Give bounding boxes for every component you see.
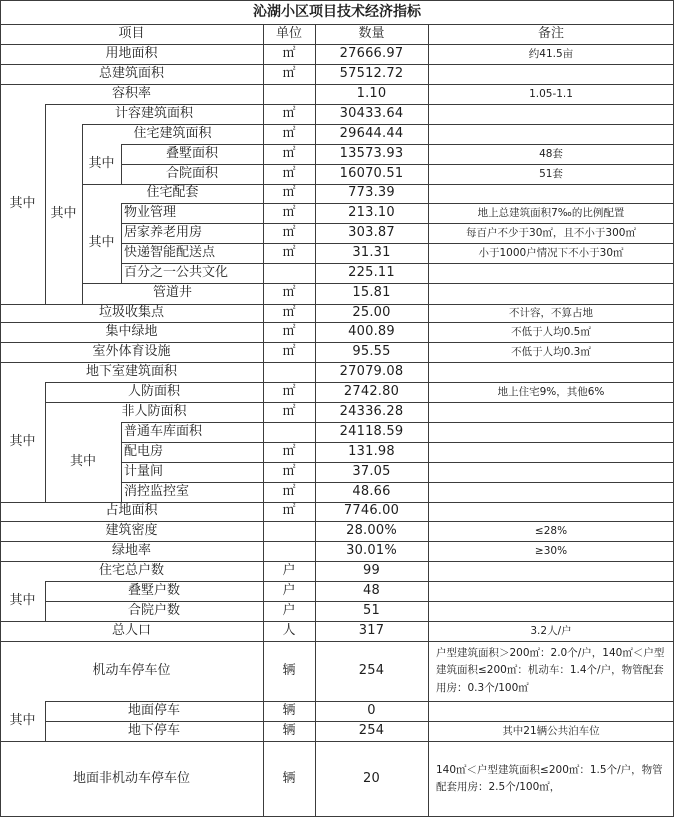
far-area-qty: 30433.64: [339, 105, 404, 121]
civil-defense-note: 地上住宅9%，其他6%: [497, 385, 605, 398]
group-label-parking: 其中: [9, 712, 36, 728]
stacked-area-note: 48套: [539, 147, 563, 160]
civil-defense-unit: ㎡: [282, 383, 296, 399]
land-area-label: 用地面积: [105, 45, 158, 61]
civil-defense-label: 人防面积: [127, 383, 180, 399]
far-area-label: 计容建筑面积: [114, 105, 193, 121]
underground-parking-unit: 辆: [282, 722, 296, 738]
property-mgmt-qty: 213.10: [348, 204, 395, 220]
green-space-label: 集中绿地: [105, 323, 158, 339]
gross-floor-area-qty: 57512.72: [339, 65, 404, 81]
motor-parking-note: 户型建筑面积＞200㎡：2.0个/户，140㎡＜户型建筑面积≤200㎡：机动车：1.4个/户，物管配套用房：0.3个/100㎡: [436, 647, 665, 694]
footprint-qty: 7746.00: [343, 503, 400, 519]
garage-label: 普通车库面积: [124, 423, 203, 439]
non-motor-parking-note: 140㎡＜户型建筑面积≤200㎡：1.5个/户，物管配套用房：2.5个/100㎡，: [436, 763, 663, 793]
stacked-area-unit: ㎡: [282, 145, 296, 161]
express-point-label: 快递智能配送点: [124, 244, 216, 260]
sports-label: 室外体育设施: [92, 343, 171, 359]
fire-control-unit: ㎡: [282, 483, 296, 499]
stacked-households-label: 叠墅户数: [127, 582, 180, 598]
table-title: 沁湖小区项目技术经济指标: [253, 3, 421, 20]
ground-parking-qty: 0: [367, 702, 376, 718]
header-qty: 数量: [358, 25, 385, 41]
header-unit: 单位: [275, 25, 302, 41]
green-space-qty: 400.89: [348, 323, 395, 339]
pipe-well-label: 管道井: [152, 285, 192, 301]
courtyard-area-qty: 16070.51: [339, 165, 404, 181]
pipe-well-unit: ㎡: [282, 285, 296, 301]
express-point-note: 小于1000户情况下不小于30㎡: [478, 246, 624, 259]
total-households-unit: 户: [282, 562, 296, 578]
residential-area-label: 住宅建筑面积: [133, 125, 212, 141]
header-note: 备注: [537, 25, 564, 41]
total-population-label: 总人口: [111, 622, 151, 638]
green-space-note: 不低于人均0.5㎡: [511, 325, 591, 338]
garage-qty: 24118.59: [339, 423, 404, 439]
underground-parking-note: 其中21辆公共泊车位: [502, 724, 600, 737]
building-density-qty: 28.00%: [346, 522, 397, 538]
meter-room-qty: 37.05: [352, 463, 391, 479]
courtyard-area-label: 合院面积: [165, 165, 218, 181]
residential-support-qty: 773.39: [348, 185, 395, 201]
garbage-label: 垃圾收集点: [98, 304, 164, 320]
courtyard-area-unit: ㎡: [282, 165, 296, 181]
residential-area-qty: 29644.44: [339, 125, 404, 141]
far-qty: 1.10: [356, 85, 387, 101]
total-households-label: 住宅总户数: [98, 562, 164, 578]
footprint-label: 占地面积: [105, 503, 158, 519]
group-label-support: 其中: [88, 234, 115, 250]
far-note: 1.05-1.1: [529, 87, 573, 100]
power-room-qty: 131.98: [348, 443, 395, 459]
green-ratio-label: 绿地率: [111, 542, 151, 558]
elderly-care-unit: ㎡: [282, 224, 296, 240]
green-space-unit: ㎡: [282, 323, 296, 339]
property-mgmt-note: 地上总建筑面积7‰的比例配置: [477, 206, 625, 219]
underground-parking-label: 地下停车: [127, 722, 180, 738]
motor-parking-label: 机动车停车位: [92, 662, 171, 678]
fire-control-qty: 48.66: [352, 483, 391, 499]
land-area-qty: 27666.97: [339, 45, 404, 61]
group-label-far: 其中: [50, 205, 77, 221]
footprint-unit: ㎡: [282, 503, 296, 519]
sports-qty: 95.55: [352, 343, 391, 359]
total-population-qty: 317: [358, 622, 385, 638]
far-label: 容积率: [111, 85, 151, 101]
underground-area-qty: 27079.08: [339, 363, 404, 379]
sports-unit: ㎡: [282, 343, 296, 359]
property-mgmt-label: 物业管理: [124, 204, 177, 220]
group-label-households: 其中: [9, 592, 36, 608]
express-point-unit: ㎡: [282, 244, 296, 260]
land-area-unit: ㎡: [282, 45, 296, 61]
gross-floor-area-label: 总建筑面积: [98, 65, 164, 81]
gross-floor-area-unit: ㎡: [282, 65, 296, 81]
elderly-care-qty: 303.87: [348, 224, 395, 240]
stacked-area-label: 叠墅面积: [165, 145, 218, 161]
courtyard-households-unit: 户: [282, 602, 296, 618]
ground-parking-unit: 辆: [282, 702, 296, 718]
non-civil-defense-label: 非人防面积: [121, 403, 187, 419]
green-ratio-qty: 30.01%: [346, 542, 397, 558]
non-motor-parking-qty: 20: [363, 770, 380, 786]
elderly-care-label: 居家养老用房: [124, 224, 203, 240]
header-item: 项目: [118, 25, 145, 41]
underground-area-label: 地下室建筑面积: [85, 363, 177, 379]
property-mgmt-unit: ㎡: [282, 204, 296, 220]
residential-support-unit: ㎡: [282, 185, 296, 201]
stacked-area-qty: 13573.93: [339, 145, 404, 161]
land-area-note: 约41.5亩: [528, 47, 574, 60]
group-label-underground: 其中: [9, 433, 36, 449]
residential-area-unit: ㎡: [282, 125, 296, 141]
civil-defense-qty: 2742.80: [343, 383, 400, 399]
public-culture-label: 百分之一公共文化: [124, 264, 229, 280]
ground-parking-label: 地面停车: [127, 702, 180, 718]
group-label-non-civil-defense: 其中: [69, 453, 96, 469]
power-room-unit: ㎡: [282, 443, 296, 459]
stacked-households-unit: 户: [282, 582, 296, 598]
far-area-unit: ㎡: [282, 105, 296, 121]
stacked-households-qty: 48: [363, 582, 380, 598]
building-density-note: ≤28%: [534, 524, 568, 537]
courtyard-area-note: 51套: [539, 167, 563, 180]
underground-parking-qty: 254: [358, 722, 385, 738]
total-population-unit: 人: [282, 622, 296, 638]
non-civil-defense-unit: ㎡: [282, 403, 296, 419]
motor-parking-qty: 254: [358, 662, 385, 678]
total-households-qty: 99: [363, 562, 380, 578]
public-culture-qty: 225.11: [348, 264, 395, 280]
green-ratio-note: ≥30%: [534, 544, 568, 557]
motor-parking-unit: 辆: [282, 662, 296, 678]
non-motor-parking-unit: 辆: [282, 770, 296, 786]
residential-support-label: 住宅配套: [146, 185, 199, 201]
garbage-note: 不计容，不算占地: [509, 306, 593, 319]
group-label-above-ground: 其中: [9, 195, 36, 211]
courtyard-households-label: 合院户数: [127, 602, 180, 618]
total-population-note: 3.2人/户: [530, 624, 572, 637]
express-point-qty: 31.31: [352, 244, 391, 260]
non-motor-parking-label: 地面非机动车停车位: [72, 770, 190, 786]
garbage-qty: 25.00: [352, 304, 391, 320]
power-room-label: 配电房: [124, 443, 164, 459]
meter-room-label: 计量间: [124, 463, 164, 479]
garbage-unit: ㎡: [282, 304, 296, 320]
group-label-residential: 其中: [88, 155, 115, 171]
non-civil-defense-qty: 24336.28: [339, 403, 404, 419]
fire-control-label: 消控监控室: [124, 483, 190, 499]
meter-room-unit: ㎡: [282, 463, 296, 479]
sports-note: 不低于人均0.3㎡: [511, 345, 591, 358]
building-density-label: 建筑密度: [105, 522, 158, 538]
courtyard-households-qty: 51: [363, 602, 380, 618]
elderly-care-note: 每百户不少于30㎡，且不小于300㎡: [466, 226, 636, 239]
pipe-well-qty: 15.81: [352, 285, 391, 301]
